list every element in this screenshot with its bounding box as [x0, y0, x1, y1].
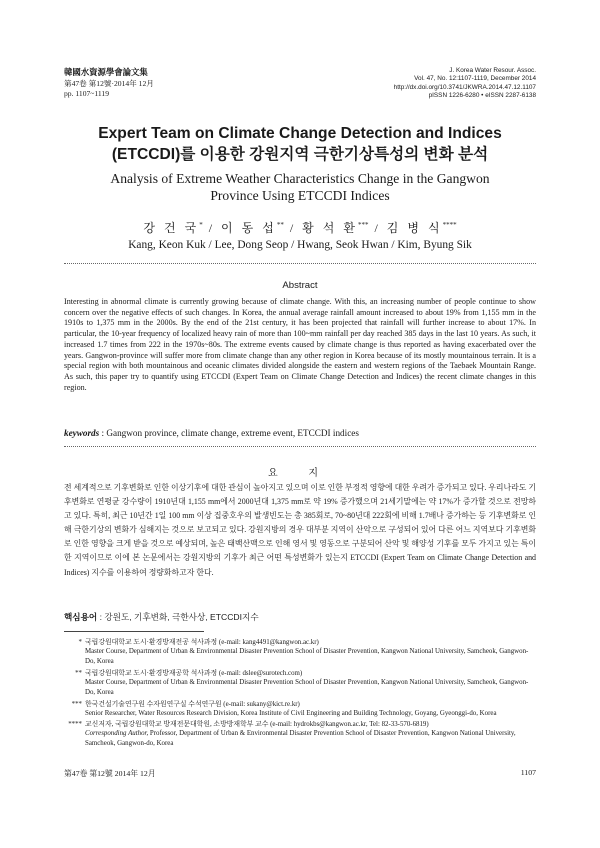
page-range: pp. 1107~1119	[64, 89, 110, 98]
footnote-mark: ***	[71, 701, 82, 708]
keywords-list: : Gangwon province, climate change, extreme event, ETCCDI indices	[99, 428, 359, 438]
korean-keywords-label: 핵심용어	[64, 612, 98, 622]
journal-header-right	[394, 67, 536, 101]
footnote-2	[64, 669, 536, 697]
authors-korean	[40, 219, 560, 236]
author-ko-1: 강 건 국	[143, 221, 200, 235]
abstract-heading: Abstract	[282, 280, 318, 291]
author-mark-2: **	[276, 221, 284, 229]
journal-name-ko: 韓國水資源學會論文集	[64, 68, 148, 77]
footnote-en-text: Professor, Department of Urban & Environmental Disaster Prevention School of Disaster Prevention, Kangwon National University, Samcheok, Gangwon-do, Korea	[85, 730, 516, 747]
footer-journal-info: 第47卷 第12號 2014年 12月	[64, 769, 156, 778]
page-number: 1107	[520, 768, 536, 777]
author-separator: /	[368, 221, 387, 235]
footnote-mark: *	[78, 639, 82, 646]
author-mark-4: ****	[442, 221, 457, 229]
author-ko-3: 황 석 환	[302, 221, 358, 235]
author-ko-2: 이 동 섭	[221, 221, 277, 235]
footnote-ko: 국립강원대학교 도시·환경방재전공 석사과정 (e-mail: kang4491@kangwon.ac.kr)	[85, 639, 319, 646]
footnote-3	[64, 700, 536, 719]
volume-info-en: Vol. 47, No. 12:1107-1119, December 2014	[414, 75, 536, 83]
footnote-en: Master Course, Department of Urban & Environmental Disaster Prevention School of Disaster Prevention, Kangwon National University, Samcheok, Gangwon-Do, Korea	[85, 648, 529, 665]
footnote-ko: 국립강원대학교 도시·환경방재공학 석사과정 (e-mail: dslee@surotech.com)	[85, 670, 303, 677]
korean-abstract-heading: 요 지	[267, 468, 333, 479]
korean-abstract-text: 전 세계적으로 기후변화로 인한 이상기후에 대한 관심이 높아지고 있으며 이로 인한 부정적 영향에 대한 우려가 증가되고 있다. 우리나라도 기후변화로 연평균 강수량이 1910년대 1,155 mm에서 2000년대 1,375 mm로 약 19% 증가했으며 21세기말에는 약 17%가 증가할 것으로 전망하고 있다. 특히, 최근 10년간 1일 100 mm 이상 집중호우의 발생빈도는 총 385회로, 70~80년대 222회에 비해 1.7배나 증가하는 등 기후변화로 인해 극한기상의 변화가 심해지는 것으로 보고되고 있다. 강원지방의 경우 대부분 지역이 산악으로 구성되어 있어 다른 어느 지역보다 기후변화로 인한 영향을 크게 받을 것으로 예상되며, 높은 태백산맥으로 인해 영서 및 영동으로 구분되어 산악 및 해양성 기후를 모두 가지고 있는 특이한 지역이므로 이에 본 논문에서는 강원지방의 기후가 최근 어떤 특성변화가 있는지 ETCCDI (Expert Team on Climate Change Detection and Indices) 지수를 이용하여 정량화하고자 한다.	[64, 483, 536, 577]
footnote-4	[64, 720, 536, 748]
english-title-line-2: Province Using ETCCDI Indices	[210, 188, 390, 203]
authors-english: Kang, Keon Kuk / Lee, Dong Seop / Hwang, Seok Hwan / Kim, Byung Sik	[128, 239, 472, 251]
footnote-ko: 한국건설기술연구원 수자원연구실 수석연구원 (e-mail: sukany@kict.re.kr)	[85, 701, 300, 708]
author-separator: /	[283, 221, 303, 235]
footnote-ko: 교신저자, 국립강원대학교 방재전문대학원, 소방방재학부 교수 (e-mail: hydrokbs@kangwon.ac.kr, Tel: 82-33-570-6819)	[85, 721, 429, 728]
english-title-line-1: Analysis of Extreme Weather Characteristics Change in the Gangwon	[110, 171, 490, 186]
author-mark-3: ***	[357, 221, 369, 229]
doi-link[interactable]: http://dx.doi.org/10.3741/JKWRA.2014.47.12.1107	[393, 83, 536, 91]
volume-issue-ko: 第47卷 第12號·2014年 12月	[64, 78, 154, 88]
korean-keywords-list: : 강원도, 기후변화, 극한사상, ETCCDI지수	[97, 612, 259, 622]
issn: pISSN 1226-6280 • eISSN 2287-6138	[428, 92, 536, 100]
footnote-en: Senior Researcher, Water Resources Research Division, Korea Institute of Civil Engineering and Building Technology, Goyang, Gyeonggi-do, Korea	[85, 710, 497, 718]
divider	[64, 446, 536, 447]
author-separator: /	[202, 221, 222, 235]
footnote-1	[64, 638, 536, 666]
english-title	[70, 170, 530, 204]
keywords-label: keywords	[64, 428, 100, 438]
divider	[64, 263, 536, 264]
korean-keywords	[64, 611, 536, 623]
footnote-mark: **	[75, 670, 82, 677]
paper-title-line-1: Expert Team on Climate Change Detection and Indices	[98, 125, 502, 142]
abstract-text: Interesting in abnormal climate is currently growing because of climate change. With this, an increasing number of people continue to show concern over the negative effects of such changes. In Korea, the annual average rainfall amount increased to about 19% from 1,155 mm in the 1910s to 1,375 mm in the 2000s. By the end of the 21st century, it has been projected that rainfall will further increase to about 17%. In particular, the 10-year frequency of localized heavy rain of more than 100~mm rainfall per day reached 385 days in the last 10 years. As such, it increased 1.7 times from 222 in the 1970s~80s. The extreme events caused by climate change is thus reported as having exacerbated over the years. Gangwon-province will suffer more from climate change than any other region in Korea because of its mostly mountainous terrain. It is a special region with both mountainous and oceanic climates divided alongside the eastern and western regions of the Taebaek Mountain Range. As such, this paper try to quantify using ETCCDI (Expert Team on Climate Change Detection and Indices) the recent climate changes in this region.	[64, 297, 536, 392]
footnote-en: Master Course, Department of Urban & Environmental Disaster Prevention School of Disaster Prevention, Kangwon National University, Samcheok, Gangwon-Do, Korea	[85, 679, 529, 696]
author-mark-1: *	[199, 221, 203, 229]
journal-header-left	[64, 68, 154, 100]
paper-title-line-2: (ETCCDI)를 이용한 강원지역 극한기상특성의 변화 분석	[111, 146, 489, 163]
author-ko-4: 김 병 식	[386, 221, 443, 235]
journal-name-en: J. Korea Water Resour. Assoc.	[449, 67, 536, 74]
corresponding-author-label: Corresponding Author,	[85, 730, 149, 738]
keywords	[64, 428, 536, 438]
footnote-rule	[64, 631, 204, 632]
footnote-en	[85, 729, 536, 748]
footnote-mark: ****	[68, 721, 82, 728]
